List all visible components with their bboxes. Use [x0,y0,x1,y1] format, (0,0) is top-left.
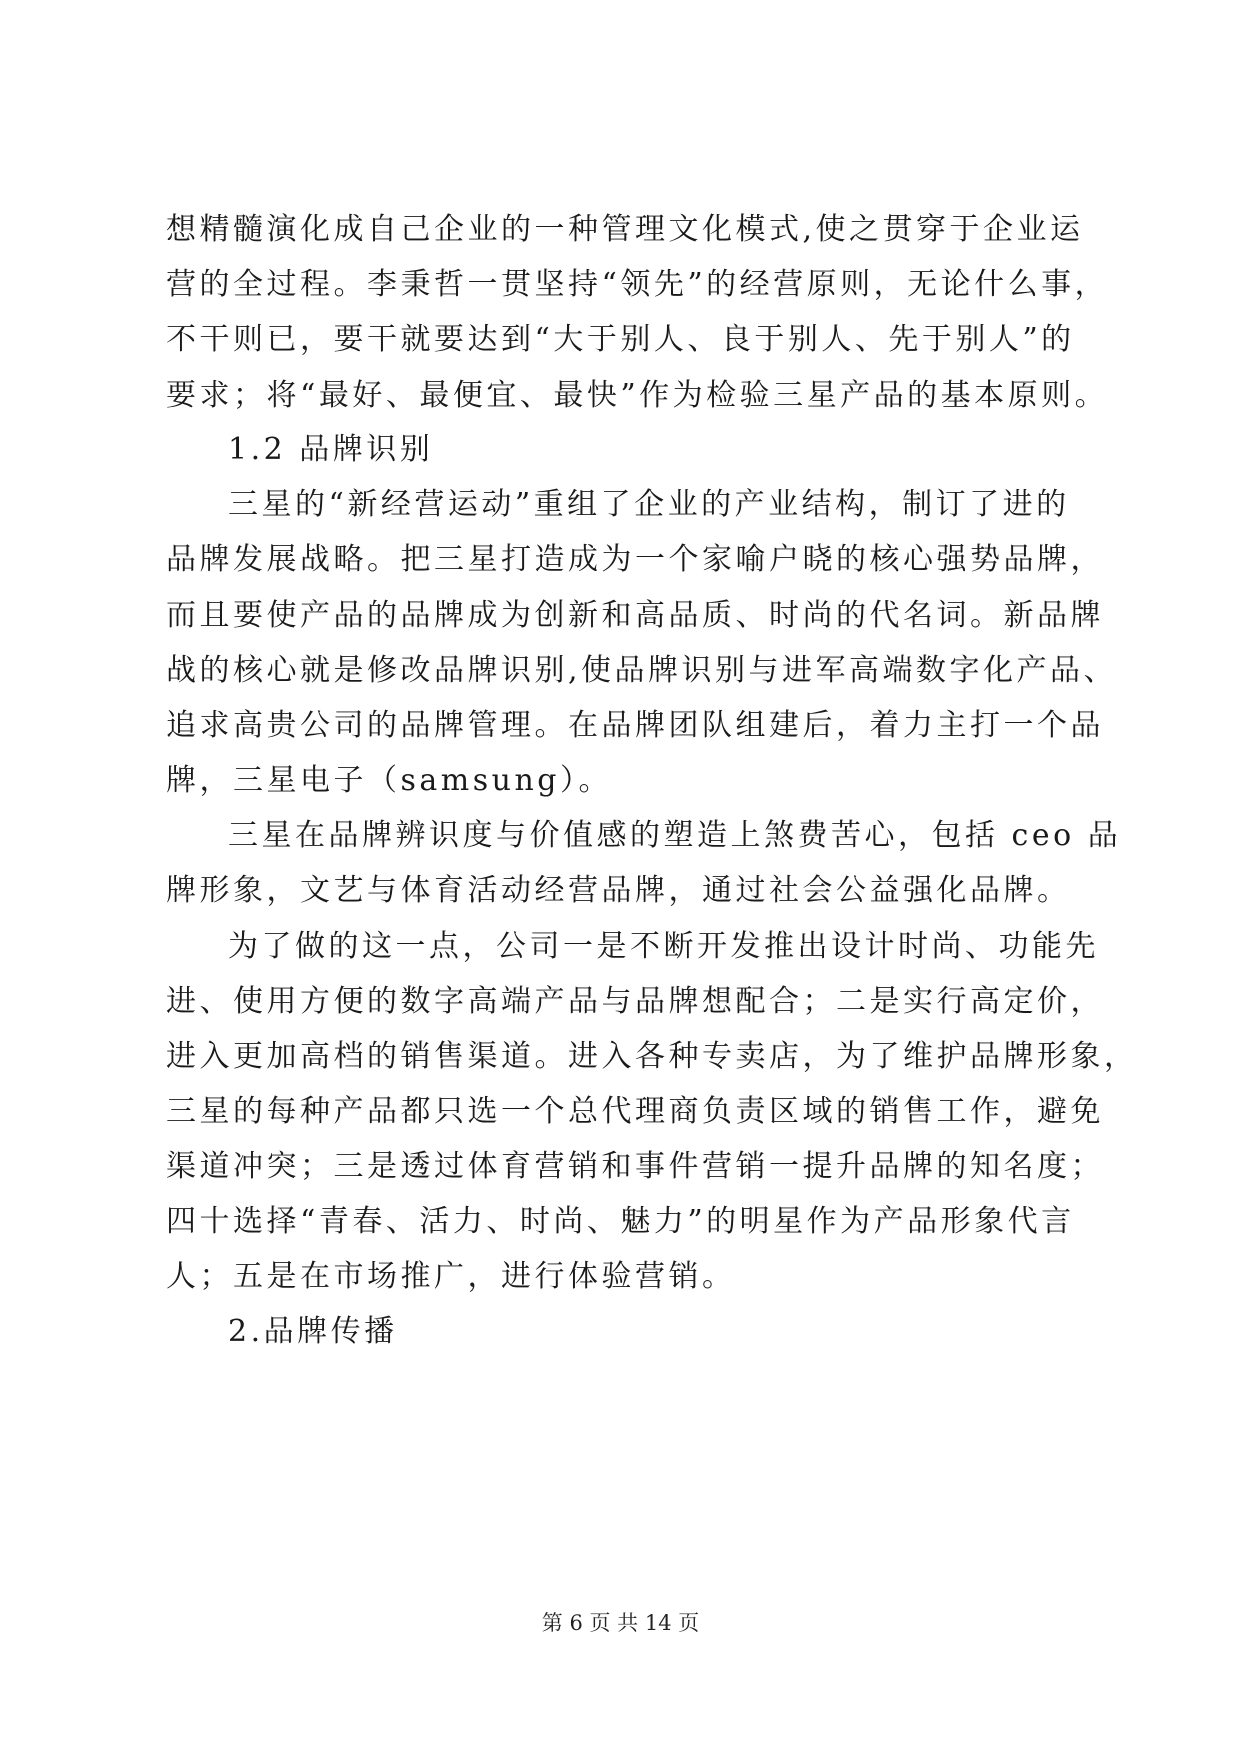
body-line: 三星在品牌辨识度与价值感的塑造上煞费苦心，包括 ceo 品 [228,818,1122,853]
body-line: 而且要使产品的品牌成为创新和高品质、时尚的代名词。新品牌 [166,598,1104,633]
body-line: 想精髓演化成自己企业的一种管理文化模式,使之贯穿于企业运 [166,212,1084,247]
section-heading: 1.2 品牌识别 [228,432,434,467]
body-line: 四十选择“青春、活力、时尚、魅力”的明星作为产品形象代言 [166,1204,1075,1239]
body-line: 人；五是在市场推广，进行体验营销。 [166,1259,736,1294]
body-line: 品牌发展战略。把三星打造成为一个家喻户晓的核心强势品牌， [166,542,1104,577]
body-line: 不干则已，要干就要达到“大于别人、良于别人、先于别人”的 [166,322,1075,357]
body-line: 要求；将“最好、最便宜、最快”作为检验三星产品的基本原则。 [166,378,1109,413]
page-number: 第 6 页 共 14 页 [541,1611,700,1635]
body-line: 为了做的这一点，公司一是不断开发推出设计时尚、功能先 [228,929,1099,964]
body-line: 战的核心就是修改品牌识别,使品牌识别与进军高端数字化产品、 [166,653,1118,688]
body-line: 进入更加高档的销售渠道。进入各种专卖店，为了维护品牌形象， [166,1039,1138,1074]
body-line: 渠道冲突；三是透过体育营销和事件营销一提升品牌的知名度； [166,1149,1104,1184]
body-line: 三星的“新经营运动”重组了企业的产业结构，制订了进的 [228,487,1070,522]
body-line: 牌，三星电子（samsung）。 [166,763,612,798]
body-line: 营的全过程。李秉哲一贯坚持“领先”的经营原则，无论什么事， [166,267,1109,302]
body-line: 进、使用方便的数字高端产品与品牌想配合；二是实行高定价， [166,984,1104,1019]
body-line: 三星的每种产品都只选一个总代理商负责区域的销售工作，避免 [166,1094,1104,1129]
body-line: 追求高贵公司的品牌管理。在品牌团队组建后，着力主打一个品 [166,708,1104,743]
body-line: 牌形象，文艺与体育活动经营品牌，通过社会公益强化品牌。 [166,873,1071,908]
section-heading: 2.品牌传播 [228,1314,398,1349]
